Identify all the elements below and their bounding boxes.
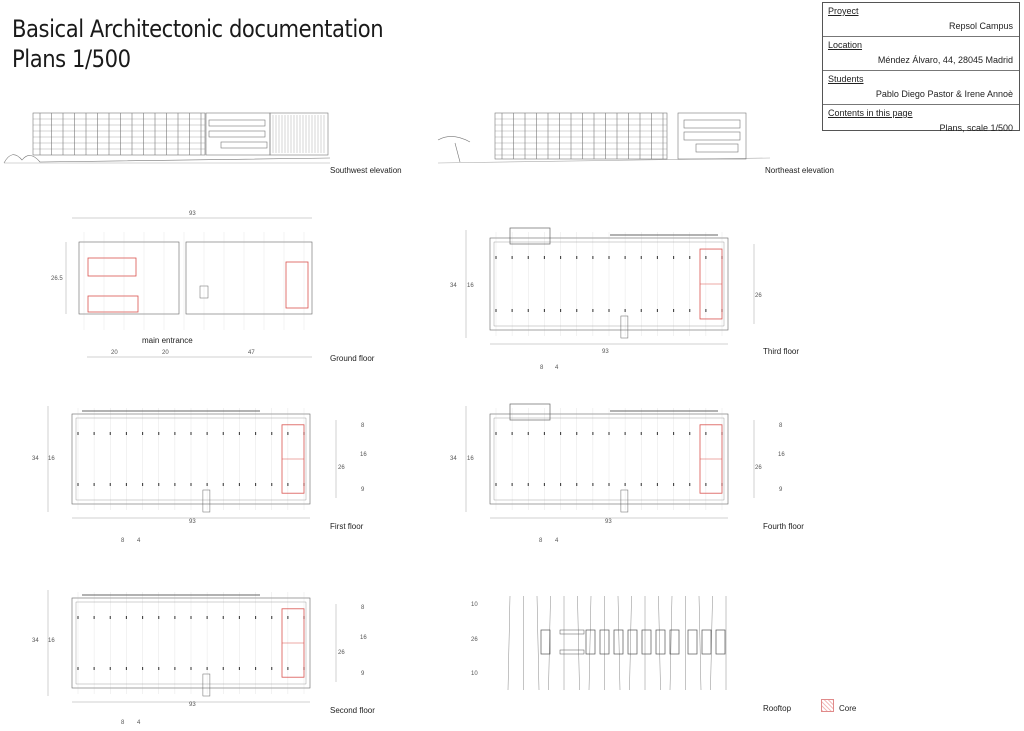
dim-ground-b3: 47 bbox=[248, 350, 255, 356]
dim-second-s2: 4 bbox=[137, 720, 141, 726]
project-label: Proyect bbox=[828, 6, 859, 16]
floor-plans bbox=[48, 218, 754, 702]
caption-fourth-floor: Fourth floor bbox=[763, 522, 804, 531]
project-value: Repsol Campus bbox=[948, 21, 1013, 31]
title-line-1: Basical Architectonic documentation bbox=[12, 15, 384, 43]
dim-fourth-r3: 9 bbox=[779, 487, 783, 493]
dim-fourth-bottom: 93 bbox=[605, 519, 612, 525]
dim-first-s2: 4 bbox=[137, 538, 141, 544]
dim-second-l1: 34 bbox=[32, 638, 39, 644]
caption-first-floor: First floor bbox=[330, 522, 364, 531]
caption-southwest-elevation: Southwest elevation bbox=[330, 166, 402, 175]
northeast-elevation bbox=[438, 113, 770, 163]
dim-fourth-l1: 34 bbox=[450, 456, 457, 462]
caption-ground-floor: Ground floor bbox=[330, 354, 375, 363]
dim-fourth-l2: 16 bbox=[467, 456, 474, 462]
dim-second-right: 26 bbox=[338, 650, 345, 656]
dim-fourth-r2: 16 bbox=[778, 452, 785, 458]
contents-value: Plans, scale 1/500 bbox=[939, 123, 1013, 133]
dim-second-r1: 8 bbox=[361, 605, 365, 611]
dim-roof-1: 10 bbox=[471, 602, 478, 608]
legend-core-label: Core bbox=[839, 704, 857, 713]
caption-third-floor: Third floor bbox=[763, 347, 800, 356]
dim-first-bottom: 93 bbox=[189, 519, 196, 525]
dim-third-right: 26 bbox=[755, 293, 762, 299]
dim-fourth-r1: 8 bbox=[779, 423, 783, 429]
dim-second-s1: 8 bbox=[121, 720, 125, 726]
dim-second-r3: 9 bbox=[361, 671, 365, 677]
dim-first-r2: 16 bbox=[360, 452, 367, 458]
dim-first-l2: 16 bbox=[48, 456, 55, 462]
caption-main-entrance: main entrance bbox=[142, 336, 193, 345]
rooftop-plan bbox=[508, 596, 726, 690]
location-label: Location bbox=[828, 40, 863, 50]
dim-roof-2: 26 bbox=[471, 637, 478, 643]
dim-first-s1: 8 bbox=[121, 538, 125, 544]
title-line-2: Plans 1/500 bbox=[12, 45, 131, 73]
southwest-elevation bbox=[4, 113, 330, 163]
dim-ground-top: 93 bbox=[189, 211, 196, 217]
dim-roof-3: 10 bbox=[471, 671, 478, 677]
students-label: Students bbox=[828, 74, 864, 84]
contents-label: Contents in this page bbox=[828, 108, 913, 118]
dim-third-l2: 16 bbox=[467, 283, 474, 289]
dim-second-l2: 16 bbox=[48, 638, 55, 644]
dim-fourth-right: 26 bbox=[755, 465, 762, 471]
dim-third-s2: 4 bbox=[555, 365, 559, 371]
dim-third-s1: 8 bbox=[540, 365, 544, 371]
location-value: Méndez Álvaro, 44, 28045 Madrid bbox=[877, 55, 1013, 65]
core-legend-swatch bbox=[821, 699, 834, 712]
dim-fourth-s2: 4 bbox=[555, 538, 559, 544]
dim-ground-left: 26.5 bbox=[51, 276, 63, 282]
dim-ground-b1: 20 bbox=[111, 350, 118, 356]
dim-second-r2: 16 bbox=[360, 635, 367, 641]
caption-second-floor: Second floor bbox=[330, 706, 375, 715]
dim-fourth-s1: 8 bbox=[539, 538, 543, 544]
dim-first-r1: 8 bbox=[361, 423, 365, 429]
students-value: Pablo Diego Pastor & Irene Annoè bbox=[875, 89, 1013, 99]
dim-third-bottom: 93 bbox=[602, 349, 609, 355]
caption-northeast-elevation: Northeast elevation bbox=[765, 166, 834, 175]
dim-second-bottom: 93 bbox=[189, 702, 196, 708]
dim-third-l1: 34 bbox=[450, 283, 457, 289]
dim-ground-b2: 20 bbox=[162, 350, 169, 356]
dim-first-r3: 9 bbox=[361, 487, 365, 493]
caption-rooftop: Rooftop bbox=[763, 704, 792, 713]
dim-first-right: 26 bbox=[338, 465, 345, 471]
dim-first-l1: 34 bbox=[32, 456, 39, 462]
